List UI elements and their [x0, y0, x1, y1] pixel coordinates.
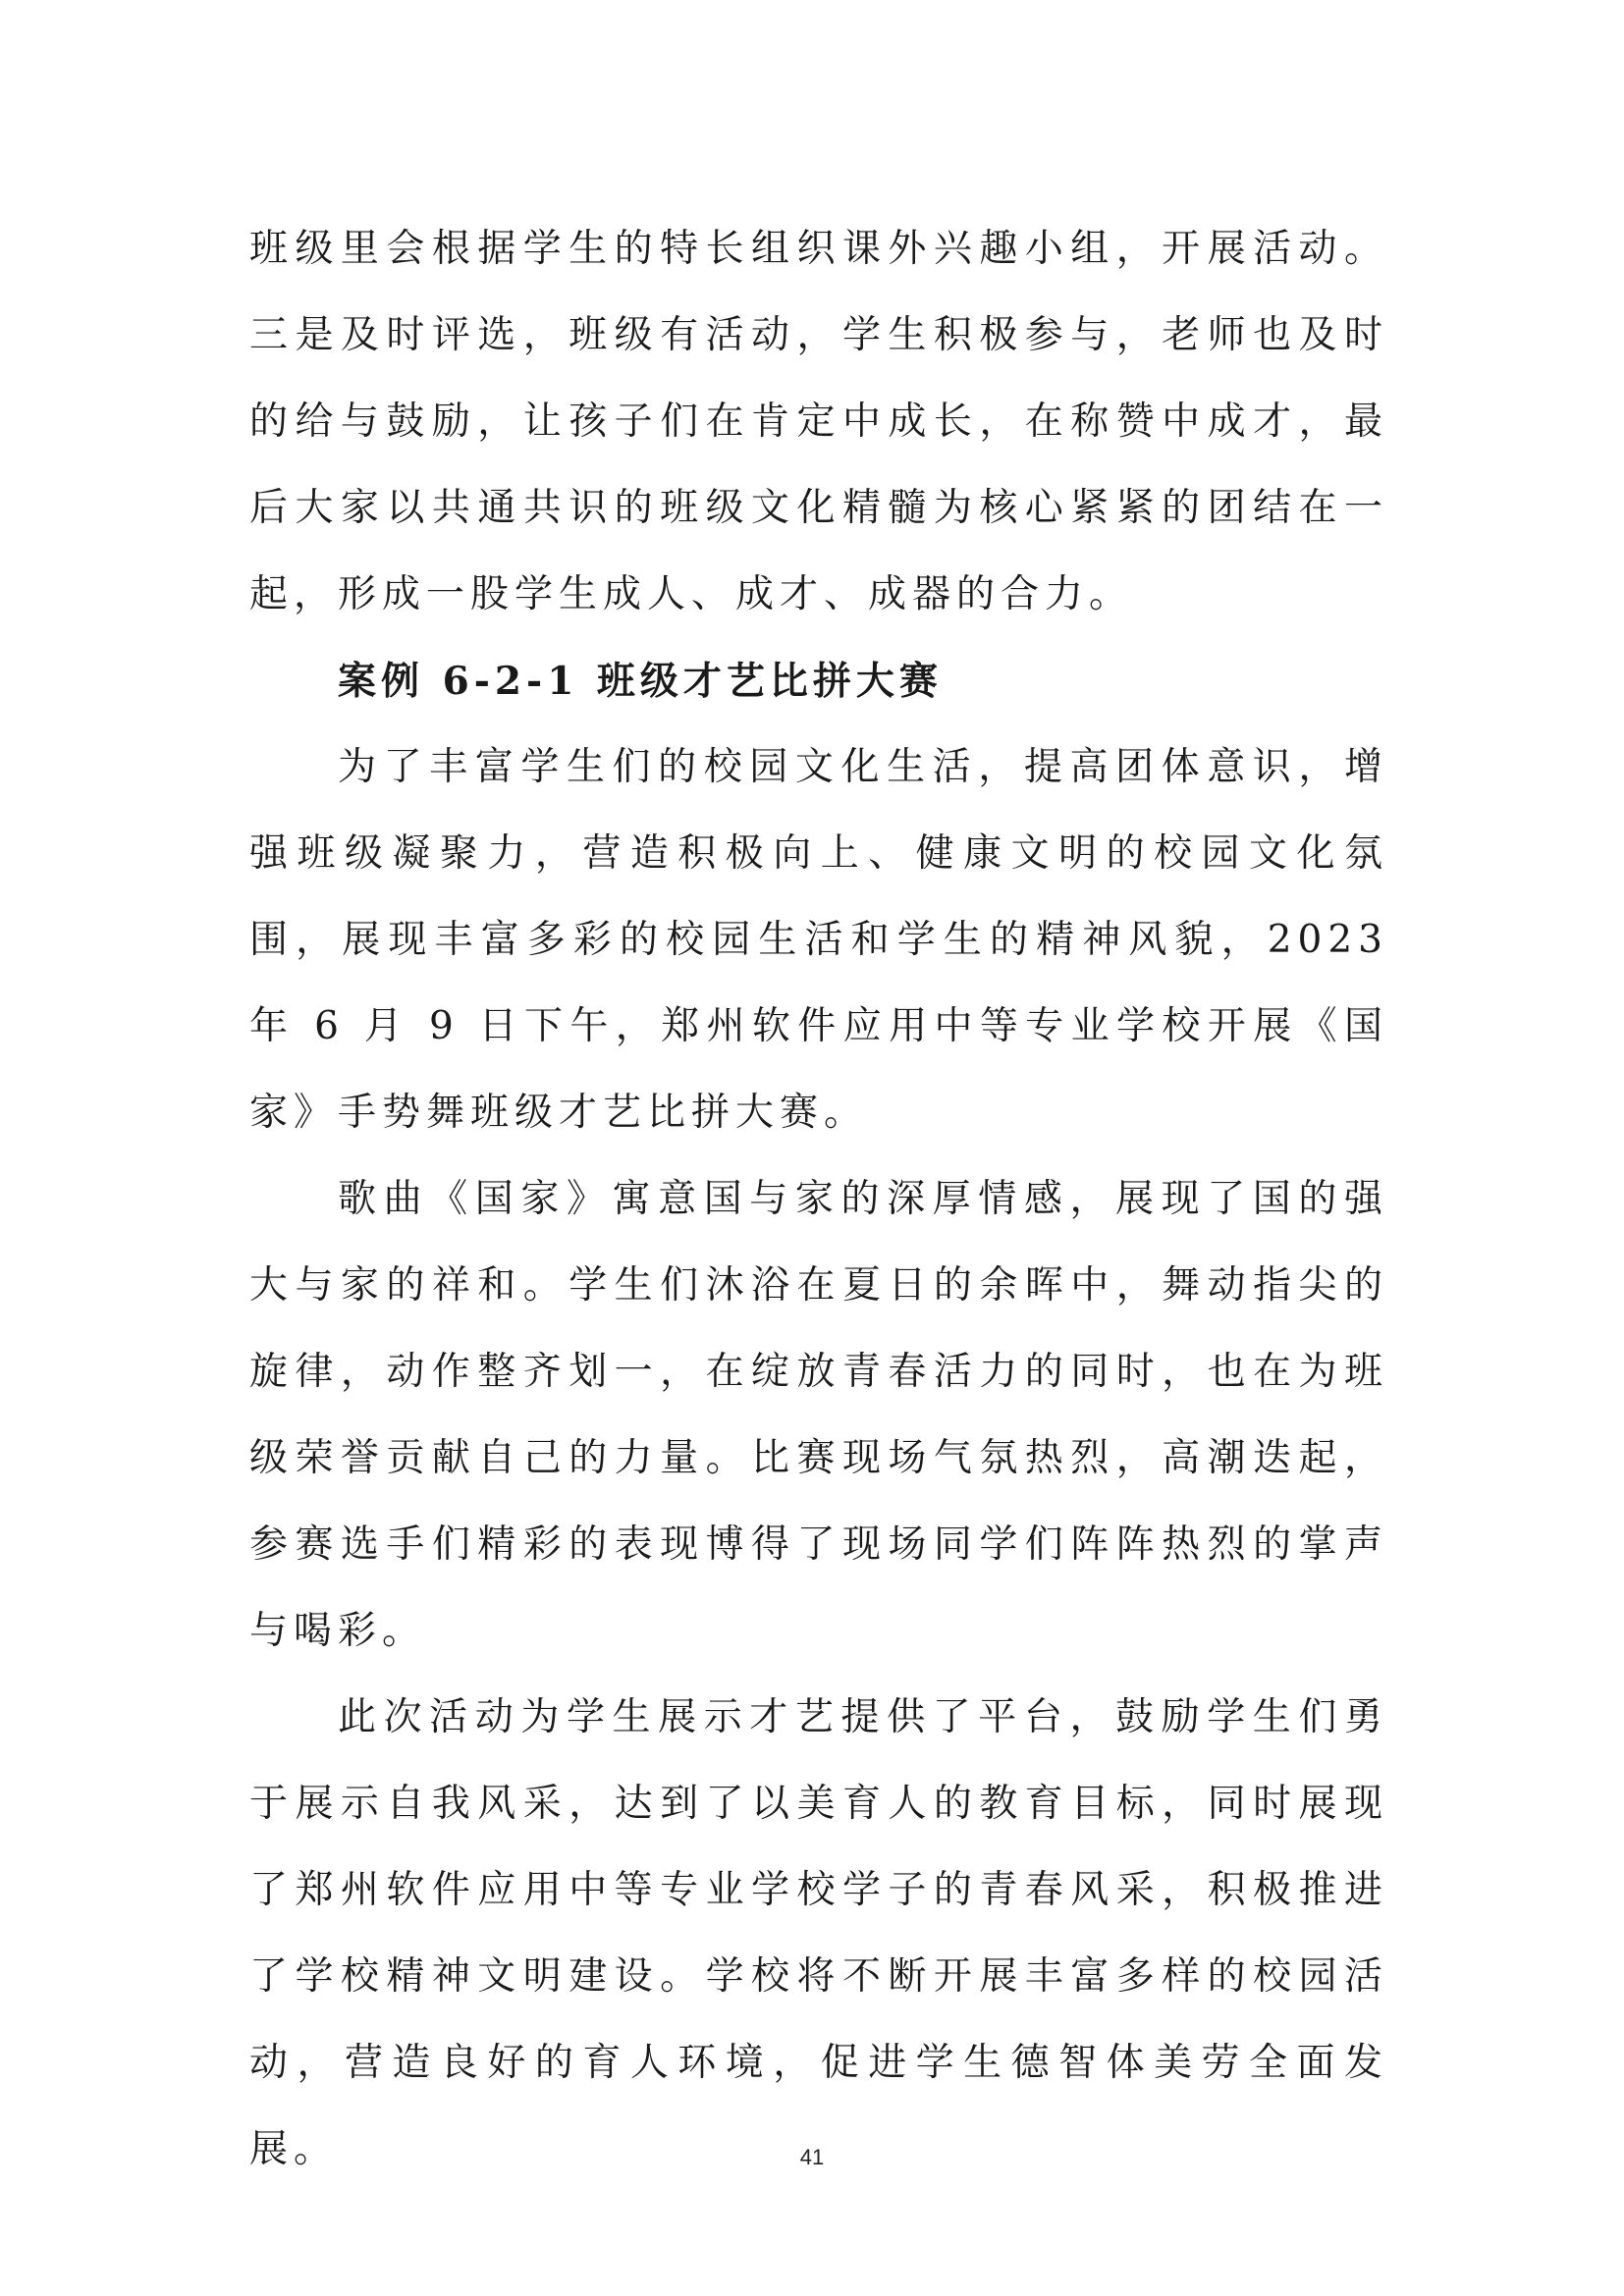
page-body [249, 206, 1388, 2193]
case-paragraph-intro: 为了丰富学生们的校园文化生活，提高团体意识，增强班级凝聚力，营造积极向上、健康文明的校园文化氛围，展现丰富多彩的校园生活和学生的精神风貌，2023 年 6 月 9 日下午，郑州软件应用中等专业学校开展《国家》手势舞班级才艺比拼大赛。 [249, 745, 1388, 1135]
continuation-paragraph: 班级里会根据学生的特长组织课外兴趣小组，开展活动。三是及时评选，班级有活动，学生积极参与，老师也及时的给与鼓励，让孩子们在肯定中成长，在称赞中成才，最后大家以共通共识的班级文化精髓为核心紧紧的团结在一起，形成一股学生成人、成才、成器的合力。 [249, 227, 1388, 616]
case-heading: 案例 6-2-1 班级才艺比拼大赛 [338, 659, 943, 704]
case-paragraph-summary: 此次活动为学生展示才艺提供了平台，鼓励学生们勇于展示自我风采，达到了以美育人的教育目标，同时展现了郑州软件应用中等专业学校学子的青春风采，积极推进了学校精神文明建设。学校将不断开展丰富多样的校园活动，营造良好的育人环境，促进学生德智体美劳全面发展。 [249, 1695, 1388, 2171]
page-number: 41 [799, 2145, 825, 2169]
case-paragraph-song: 歌曲《国家》寓意国与家的深厚情感，展现了国的强大与家的祥和。学生们沐浴在夏日的余晖中，舞动指尖的旋律，动作整齐划一，在绽放青春活力的同时，也在为班级荣誉贡献自己的力量。比赛现场气氛热烈，高潮迭起，参赛选手们精彩的表现博得了现场同学们阵阵热烈的掌声与喝彩。 [249, 1177, 1388, 1653]
